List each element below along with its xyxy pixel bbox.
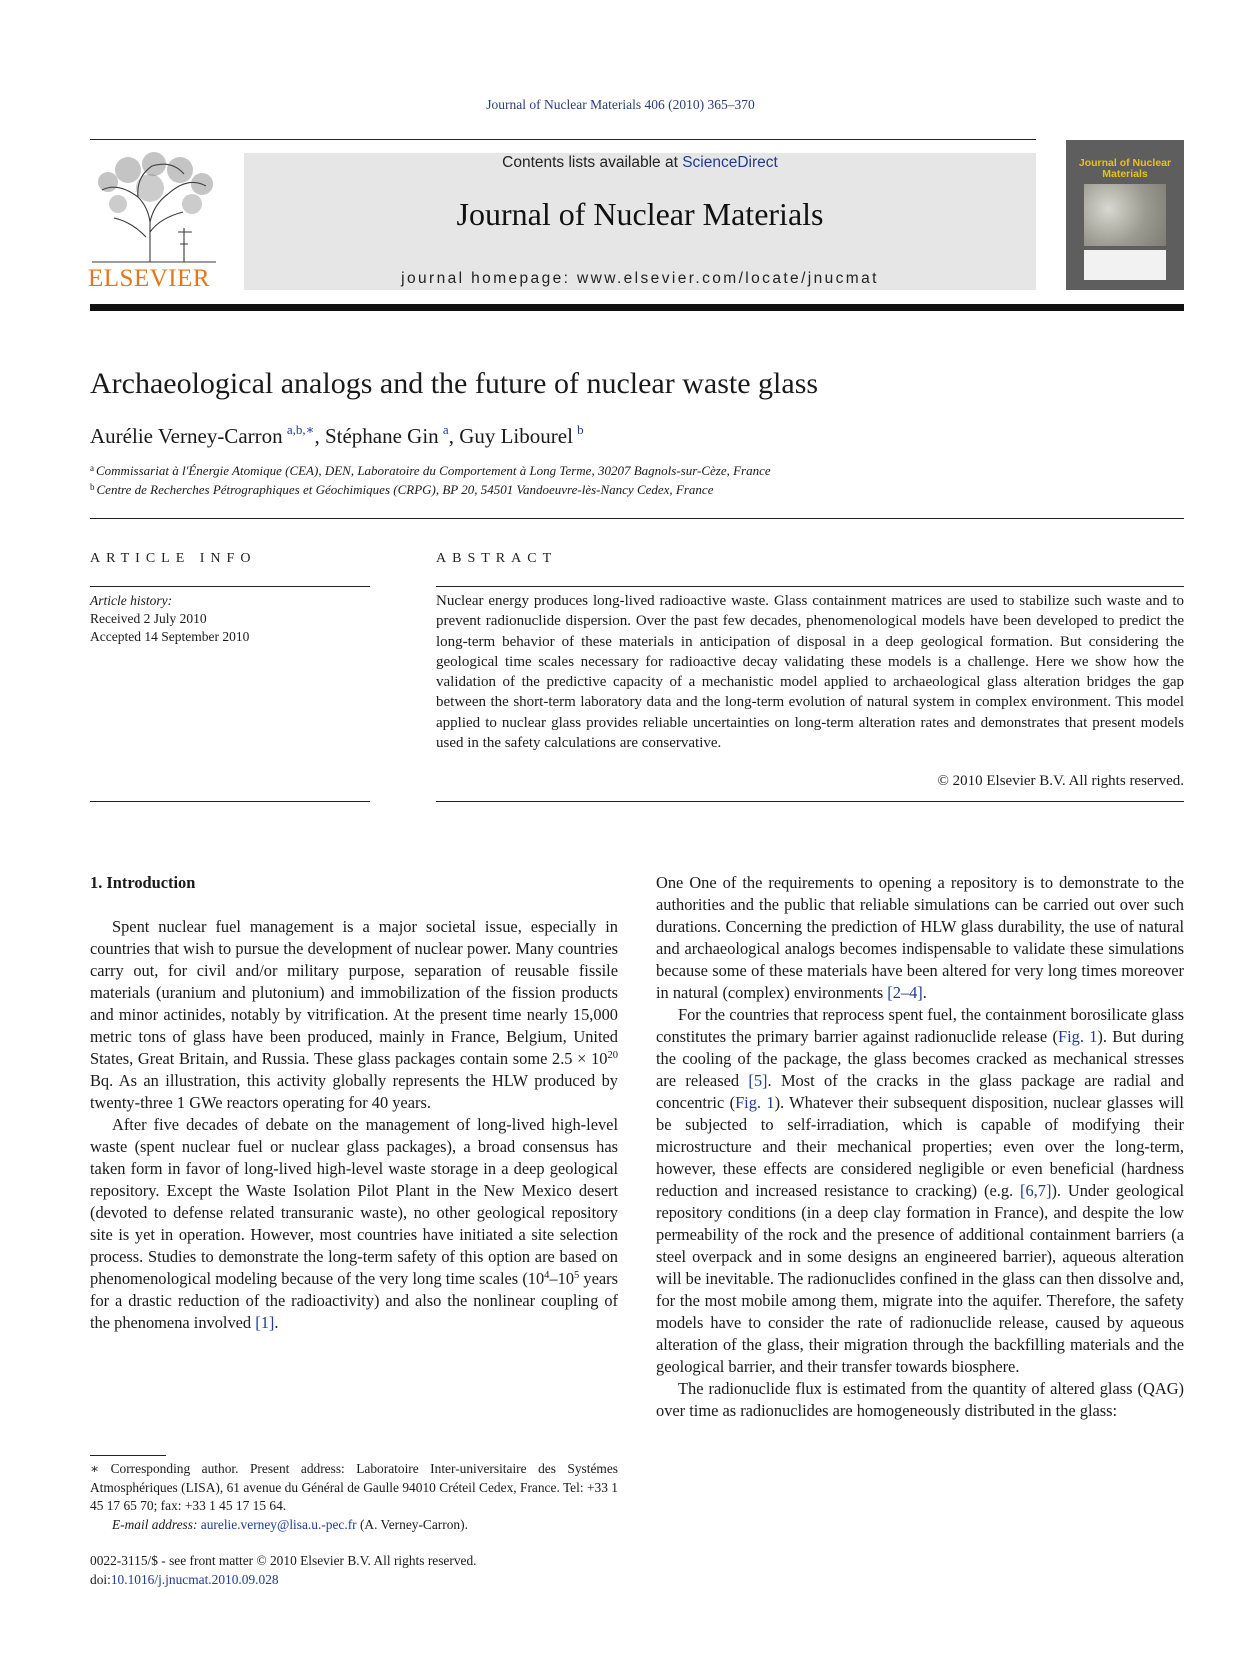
- paragraph-text: years for a drastic reduction of the radioactivity) and also the nonlinear coupling of the phenomena involved: [90, 1269, 618, 1332]
- info-rule-bottom: [90, 801, 370, 802]
- header-thick-rule: [90, 304, 1184, 311]
- journal-name: Journal of Nuclear Materials: [456, 196, 824, 232]
- abstract-rule-bottom: [436, 801, 1184, 802]
- doi-link[interactable]: 10.1016/j.jnucmat.2010.09.028: [110, 1571, 279, 1587]
- section-heading: 1. Introduction: [90, 873, 196, 892]
- article-info-heading: ARTICLE INFO: [90, 551, 257, 566]
- reference-link[interactable]: [5]: [748, 1071, 768, 1090]
- paragraph-text: –10: [549, 1269, 575, 1288]
- doi-line: [90, 1571, 477, 1590]
- author-name: Stéphane Gin: [324, 424, 439, 448]
- author-separator: ,: [448, 424, 460, 448]
- doi-label: doi:: [90, 1571, 111, 1587]
- elsevier-logo: [88, 152, 220, 294]
- footnote-rule: [90, 1455, 166, 1456]
- body-paragraph: [656, 872, 1184, 1004]
- exponent: 20: [607, 1050, 618, 1061]
- elsevier-tree-icon: [88, 152, 220, 264]
- article-title: Archaeological analogs and the future of nuclear waste glass: [90, 367, 819, 400]
- publisher-logo-text: ELSEVIER: [88, 265, 211, 292]
- received-date: Received 2 July 2010: [90, 611, 207, 626]
- paragraph-text: For the countries that reprocess spent fuel, the containment borosilicate glass constitutes the primary barrier against radionuclide release (: [656, 1005, 1184, 1046]
- footnote-corresponding-author: ∗ Corresponding author. Present address: Laboratoire Inter-universitaire des Systémes Atmosphériques (LISA), 61 avenue du Général de Gaulle 94010 Créteil Cedex, France. Tel: +33 1 45 17 65 70; fax: +33 1 45 17 15 64.: [90, 1461, 618, 1513]
- journal-cover-thumbnail: [1066, 140, 1184, 290]
- body-paragraph: [90, 916, 618, 1114]
- accepted-date: Accepted 14 September 2010: [90, 629, 250, 644]
- cover-title: Journal of Nuclear Materials: [1078, 157, 1172, 180]
- exponent: 4: [544, 1270, 550, 1281]
- footnote-email-line: [90, 1516, 618, 1535]
- figure-link[interactable]: Fig. 1: [1057, 1027, 1098, 1046]
- page-footer: [90, 1552, 477, 1589]
- abstract-text: Nuclear energy produces long-lived radioactive waste. Glass containment matrices are used to stabilize such waste and to prevent radionuclide dispersion. Over the past few decades, phenomenological models have been developed to predict the long-term behavior of these materials in anticipation of disposal in a deep geological formation. But considering the geological time scales necessary for radioactive decay validating these models is a challenge. Here we show how the validation of the predictive capacity of a mechanistic model applied to archaeological glass alteration bridges the gap between the short-term laboratory data and the long-term evolution of natural system in complex environment. This model applied to nuclear glass provides reliable uncertainties on long-term alteration rates and demonstrates that present models used in the safety calculations are conservative.: [436, 593, 1184, 752]
- footnote: [90, 1460, 618, 1534]
- paragraph-text: .: [274, 1313, 279, 1332]
- paragraph-text: One One of the requirements to opening a repository is to demonstrate to the authorities and the public that reliable simulations can be carried out over such durations. Concerning the prediction of HLW glass durability, the use of natural and archaeological analogs becomes indispensable to validate these simulations because some of these materials have been altered for very long times moreover in natural (complex) environments: [656, 873, 1184, 1002]
- author-name: Aurélie Verney-Carron: [90, 424, 283, 448]
- paragraph-text: ). Under geological repository conditions (in a deep clay formation in France), and despite the low permeability of the rock and the presence of additional containment barriers (a steel overpack and in some designs an engineered barrier), aqueous alteration will be inevitable. The radionuclides confined in the glass can then dissolve and, for the most mobile among them, migrate into the aquifer. Therefore, the safety models have to consider the rate of radionuclide release, caused by aqueous alteration of the glass, their migration through the backfilling materials and the geological barrier, and their transfer towards biosphere.: [656, 1181, 1184, 1376]
- author-affiliation-mark[interactable]: a: [442, 422, 449, 437]
- sciencedirect-link[interactable]: ScienceDirect: [682, 154, 778, 171]
- author-affiliation-mark[interactable]: a,b,∗: [286, 422, 315, 437]
- cover-strip: [1084, 250, 1166, 280]
- info-rule: [90, 586, 370, 587]
- affiliation-a: [90, 463, 771, 479]
- title-block-rule: [90, 518, 1184, 519]
- author-separator: ,: [314, 424, 325, 448]
- journal-citation[interactable]: Journal of Nuclear Materials 406 (2010) 365–370: [486, 97, 755, 112]
- journal-homepage[interactable]: journal homepage: www.elsevier.com/locate/jnucmat: [401, 270, 879, 287]
- header-rule: [90, 139, 1036, 140]
- author-affiliation-mark[interactable]: b: [577, 422, 584, 437]
- affiliation-text: Centre de Recherches Pétrographiques et Géochimiques (CRPG), BP 20, 54501 Vandoeuvre-lès-Nancy Cedex, France: [96, 482, 714, 497]
- front-matter-line: 0022-3115/$ - see front matter © 2010 Elsevier B.V. All rights reserved.: [90, 1553, 477, 1568]
- author-list: [90, 422, 584, 449]
- contents-prefix: Contents lists available at: [502, 154, 683, 171]
- cover-image: [1084, 184, 1166, 246]
- body-paragraph: [656, 1004, 1184, 1378]
- affiliation-b: [90, 482, 713, 498]
- paragraph-text: . Most of the cracks in the glass package are radial and concentric (: [656, 1071, 1184, 1112]
- reference-link[interactable]: [1]: [255, 1313, 275, 1332]
- email-label: E-mail address:: [112, 1516, 198, 1532]
- reference-link[interactable]: [2–4]: [887, 983, 923, 1002]
- body-paragraph: The radionuclide flux is estimated from the quantity of altered glass (QAG) over time as radionuclides are homogeneously distributed in the glass:: [656, 1379, 1184, 1420]
- reference-link[interactable]: [6,7]: [1020, 1181, 1052, 1200]
- paragraph-text: Bq. As an illustration, this activity globally represents the HLW produced by twenty-three 1 GWe reactors operating for 40 years.: [90, 1071, 618, 1112]
- abstract-rule: [436, 586, 1184, 587]
- body-column-left: [90, 872, 618, 1334]
- abstract-heading: ABSTRACT: [436, 551, 558, 566]
- paragraph-text: After five decades of debate on the management of long-lived high-level waste (spent nuclear fuel or nuclear glass packages), a broad consensus has taken form in favor of long-lived high-level waste storage in a deep geological repository. Except the Waste Isolation Pilot Plant in the New Mexico desert (devoted to defense related transuranic waste), no other geological repository site is yet in operation. However, most countries have initiated a site selection process. Studies to demonstrate the long-term safety of this option are based on phenomenological modeling because of the very long time scales (10: [90, 1115, 618, 1288]
- abstract-copyright: © 2010 Elsevier B.V. All rights reserved.: [937, 773, 1184, 789]
- affiliation-text: Commissariat à l'Énergie Atomique (CEA), DEN, Laboratoire du Comportement à Long Terme, 30207 Bagnols-sur-Cèze, France: [96, 463, 771, 478]
- author-name: Guy Libourel: [459, 424, 573, 448]
- article-history: [90, 592, 249, 646]
- paragraph-text: .: [922, 983, 927, 1002]
- paragraph-text: ). Whatever their subsequent disposition, nuclear glasses will be subjected to self-irradiation, which is capable of modifying their microstructure and their mechanical properties; even over the long-term, however, these effects are considered negligible or even beneficial (hardness reduction and increased resistance to cracking) (e.g.: [656, 1093, 1184, 1200]
- body-paragraph: [90, 1114, 618, 1334]
- figure-link[interactable]: Fig. 1: [735, 1093, 775, 1112]
- paragraph-text: ). But during the cooling of the package, the glass becomes cracked as mechanical stresses are released: [656, 1027, 1184, 1090]
- email-link[interactable]: aurelie.verney@lisa.u.-pec.fr: [200, 1516, 357, 1532]
- affiliation-mark: a: [90, 463, 94, 473]
- body-column-right: [656, 872, 1184, 1422]
- history-label: Article history:: [90, 593, 173, 608]
- email-suffix: (A. Verney-Carron).: [356, 1516, 468, 1532]
- affiliation-mark: b: [90, 482, 95, 492]
- contents-line: [244, 154, 1036, 172]
- paragraph-text: Spent nuclear fuel management is a major societal issue, especially in countries that wish to pursue the development of nuclear power. Many countries carry out, for civil and/or military purpose, separation of reusable fissile materials (uranium and plutonium) and immobilization of the fission products and minor actinides, notably by vitrification. At the present time nearly 15,000 metric tons of glass have been produced, mainly in France, Belgium, United States, Great Britain, and Russia. These glass packages contain some 2.5 × 10: [90, 917, 618, 1068]
- exponent: 5: [574, 1270, 580, 1281]
